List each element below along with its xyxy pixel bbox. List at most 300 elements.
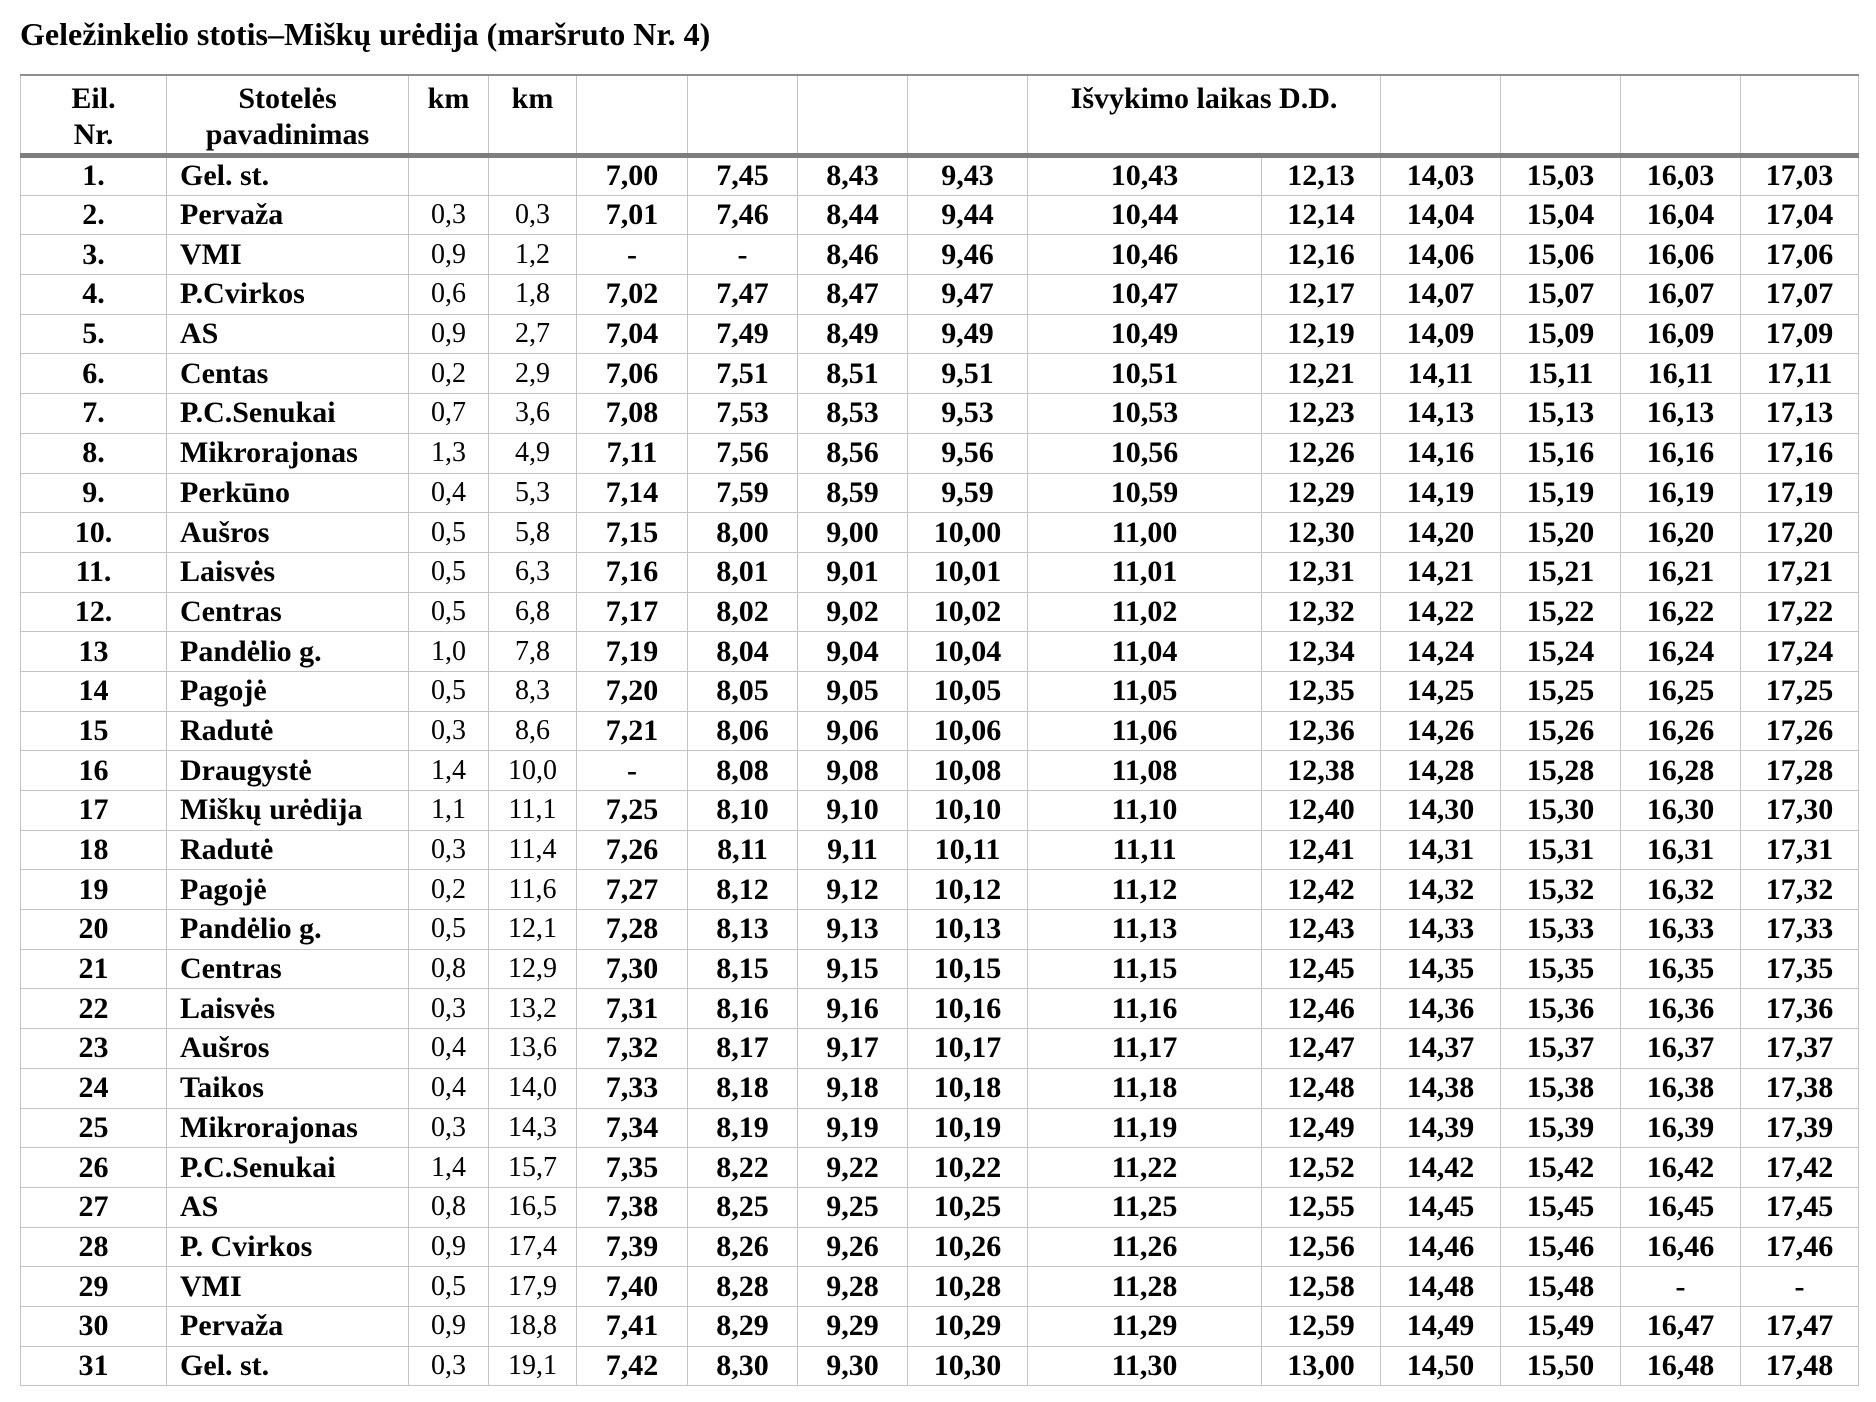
departure-time-cell: 7,53 <box>688 394 798 434</box>
departure-time-cell: 7,32 <box>577 1029 688 1069</box>
stop-name-cell: Laisvės <box>167 989 409 1029</box>
departure-time-cell: 14,20 <box>1381 513 1501 553</box>
departure-time-cell: 16,09 <box>1621 314 1741 354</box>
departure-time-cell: 7,40 <box>577 1267 688 1307</box>
km-total-cell: 12,1 <box>489 910 577 950</box>
departure-time-cell: 11,13 <box>1028 910 1262 950</box>
departure-time-cell: 17,38 <box>1741 1068 1859 1108</box>
row-number-cell: 17 <box>21 791 167 831</box>
departure-time-cell: 12,48 <box>1262 1068 1381 1108</box>
table-row <box>21 1306 1859 1346</box>
departure-time-cell: 8,49 <box>798 314 908 354</box>
departure-time-cell: 7,20 <box>577 671 688 711</box>
departure-time-cell: 16,06 <box>1621 235 1741 275</box>
departure-time-cell: 14,22 <box>1381 592 1501 632</box>
departure-time-cell: 17,13 <box>1741 394 1859 434</box>
departure-time-cell: 16,39 <box>1621 1108 1741 1148</box>
departure-time-cell: 7,00 <box>577 156 688 196</box>
stop-name-cell: Aušros <box>167 513 409 553</box>
departure-time-cell: 8,47 <box>798 275 908 315</box>
header-km-total: km <box>489 75 577 156</box>
km-interval-cell: 0,4 <box>409 473 489 513</box>
row-number-cell: 12. <box>21 592 167 632</box>
departure-time-cell: 11,10 <box>1028 791 1262 831</box>
departure-time-cell: 14,07 <box>1381 275 1501 315</box>
departure-time-cell: 14,26 <box>1381 711 1501 751</box>
header-stop-line2: pavadinimas <box>205 118 370 151</box>
km-total-cell: 4,9 <box>489 433 577 473</box>
departure-time-cell: 15,35 <box>1501 949 1621 989</box>
departure-time-cell: 10,56 <box>1028 433 1262 473</box>
stop-name-cell: Gel. st. <box>167 156 409 196</box>
header-empty-col-6 <box>1501 75 1621 156</box>
departure-time-cell: 11,02 <box>1028 592 1262 632</box>
departure-time-cell: 10,49 <box>1028 314 1262 354</box>
departure-time-cell: 11,08 <box>1028 751 1262 791</box>
departure-time-cell: 15,50 <box>1501 1346 1621 1386</box>
row-number-cell: 3. <box>21 235 167 275</box>
departure-time-cell: 12,32 <box>1262 592 1381 632</box>
departure-time-cell: 7,56 <box>688 433 798 473</box>
departure-time-cell: 14,21 <box>1381 552 1501 592</box>
departure-time-cell: 7,02 <box>577 275 688 315</box>
departure-time-cell: 10,10 <box>908 791 1028 831</box>
header-departure-time: Išvykimo laikas D.D. <box>1028 75 1381 156</box>
table-row <box>21 989 1859 1029</box>
departure-time-cell: 15,09 <box>1501 314 1621 354</box>
departure-time-cell: 9,25 <box>798 1187 908 1227</box>
departure-time-cell: 10,51 <box>1028 354 1262 394</box>
departure-time-cell: 15,13 <box>1501 394 1621 434</box>
departure-time-cell: 12,21 <box>1262 354 1381 394</box>
departure-time-cell: 14,19 <box>1381 473 1501 513</box>
departure-time-cell: 10,44 <box>1028 195 1262 235</box>
departure-time-cell: 9,30 <box>798 1346 908 1386</box>
departure-time-cell: 7,45 <box>688 156 798 196</box>
departure-time-cell: 15,32 <box>1501 870 1621 910</box>
departure-time-cell: 9,10 <box>798 791 908 831</box>
table-row <box>21 552 1859 592</box>
km-total-cell: 13,2 <box>489 989 577 1029</box>
departure-time-cell: 16,42 <box>1621 1148 1741 1188</box>
departure-time-cell: 10,47 <box>1028 275 1262 315</box>
departure-time-cell: 10,53 <box>1028 394 1262 434</box>
departure-time-cell: 14,13 <box>1381 394 1501 434</box>
header-km-interval: km <box>409 75 489 156</box>
departure-time-cell: 10,04 <box>908 632 1028 672</box>
km-total-cell: 10,0 <box>489 751 577 791</box>
departure-time-cell: 17,33 <box>1741 910 1859 950</box>
departure-time-cell: 9,43 <box>908 156 1028 196</box>
km-interval-cell: 0,3 <box>409 195 489 235</box>
table-row <box>21 1068 1859 1108</box>
stop-name-cell: Pandėlio g. <box>167 910 409 950</box>
departure-time-cell: 15,24 <box>1501 632 1621 672</box>
departure-time-cell: 10,11 <box>908 830 1028 870</box>
departure-time-cell: 16,36 <box>1621 989 1741 1029</box>
km-total-cell: 3,6 <box>489 394 577 434</box>
km-interval-cell: 0,8 <box>409 1187 489 1227</box>
departure-time-cell: 8,10 <box>688 791 798 831</box>
departure-time-cell: 15,11 <box>1501 354 1621 394</box>
departure-time-cell: 17,32 <box>1741 870 1859 910</box>
departure-time-cell: 9,11 <box>798 830 908 870</box>
departure-time-cell: 8,43 <box>798 156 908 196</box>
row-number-cell: 21 <box>21 949 167 989</box>
departure-time-cell: 17,35 <box>1741 949 1859 989</box>
departure-time-cell: 17,07 <box>1741 275 1859 315</box>
km-interval-cell: 0,3 <box>409 989 489 1029</box>
table-row <box>21 1227 1859 1267</box>
stop-name-cell: AS <box>167 314 409 354</box>
departure-time-cell: 11,12 <box>1028 870 1262 910</box>
km-interval-cell: 1,0 <box>409 632 489 672</box>
departure-time-cell: 7,35 <box>577 1148 688 1188</box>
stop-name-cell: Centras <box>167 949 409 989</box>
departure-time-cell: 7,38 <box>577 1187 688 1227</box>
departure-time-cell: 12,19 <box>1262 314 1381 354</box>
km-total-cell: 17,9 <box>489 1267 577 1307</box>
departure-time-cell: 9,16 <box>798 989 908 1029</box>
table-row <box>21 949 1859 989</box>
departure-time-cell: 17,46 <box>1741 1227 1859 1267</box>
departure-time-cell: 9,28 <box>798 1267 908 1307</box>
departure-time-cell: 12,45 <box>1262 949 1381 989</box>
departure-time-cell: 16,45 <box>1621 1187 1741 1227</box>
row-number-cell: 23 <box>21 1029 167 1069</box>
departure-time-cell: 15,38 <box>1501 1068 1621 1108</box>
departure-time-cell: 15,36 <box>1501 989 1621 1029</box>
departure-time-cell: 12,16 <box>1262 235 1381 275</box>
departure-time-cell: 8,11 <box>688 830 798 870</box>
departure-time-cell: 17,45 <box>1741 1187 1859 1227</box>
departure-time-cell: 16,03 <box>1621 156 1741 196</box>
stop-name-cell: Pervaža <box>167 195 409 235</box>
departure-time-cell: 9,49 <box>908 314 1028 354</box>
departure-time-cell: 12,31 <box>1262 552 1381 592</box>
departure-time-cell: 12,36 <box>1262 711 1381 751</box>
departure-time-cell: 8,19 <box>688 1108 798 1148</box>
stop-name-cell: P.C.Senukai <box>167 1148 409 1188</box>
departure-time-cell: 15,48 <box>1501 1267 1621 1307</box>
km-interval-cell: 0,2 <box>409 870 489 910</box>
km-interval-cell: 0,5 <box>409 592 489 632</box>
km-interval-cell: 1,4 <box>409 751 489 791</box>
km-total-cell: 13,6 <box>489 1029 577 1069</box>
km-total-cell: 2,7 <box>489 314 577 354</box>
departure-time-cell: 14,45 <box>1381 1187 1501 1227</box>
table-row <box>21 711 1859 751</box>
departure-time-cell: 16,16 <box>1621 433 1741 473</box>
departure-time-cell: 8,17 <box>688 1029 798 1069</box>
departure-time-cell: 15,22 <box>1501 592 1621 632</box>
km-interval-cell: 0,9 <box>409 1306 489 1346</box>
departure-time-cell: 13,00 <box>1262 1346 1381 1386</box>
page-title: Geležinkelio stotis–Miškų urėdija (maršruto Nr. 4) <box>20 16 711 52</box>
row-number-cell: 27 <box>21 1187 167 1227</box>
departure-time-cell: 11,28 <box>1028 1267 1262 1307</box>
departure-time-cell: 12,46 <box>1262 989 1381 1029</box>
header-eil-line2: Nr. <box>73 118 114 151</box>
departure-time-cell: 16,20 <box>1621 513 1741 553</box>
departure-time-cell: 9,08 <box>798 751 908 791</box>
row-number-cell: 13 <box>21 632 167 672</box>
km-interval-cell: 0,6 <box>409 275 489 315</box>
table-row <box>21 1108 1859 1148</box>
stop-name-cell: Radutė <box>167 711 409 751</box>
stop-name-cell: Draugystė <box>167 751 409 791</box>
departure-time-cell: 7,25 <box>577 791 688 831</box>
km-total-cell: 11,1 <box>489 791 577 831</box>
table-row <box>21 1029 1859 1069</box>
departure-time-cell: 12,55 <box>1262 1187 1381 1227</box>
table-row <box>21 473 1859 513</box>
table-row <box>21 354 1859 394</box>
departure-time-cell: 17,22 <box>1741 592 1859 632</box>
header-empty-col-8 <box>1741 75 1859 156</box>
departure-time-cell: 8,01 <box>688 552 798 592</box>
departure-time-cell: 9,59 <box>908 473 1028 513</box>
departure-time-cell: 7,51 <box>688 354 798 394</box>
departure-time-cell: 9,46 <box>908 235 1028 275</box>
departure-time-cell: 12,38 <box>1262 751 1381 791</box>
departure-time-cell: 14,04 <box>1381 195 1501 235</box>
departure-time-cell: 8,51 <box>798 354 908 394</box>
km-total-cell <box>489 156 577 196</box>
departure-time-cell: 7,31 <box>577 989 688 1029</box>
departure-time-cell: 7,42 <box>577 1346 688 1386</box>
km-interval-cell <box>409 156 489 196</box>
row-number-cell: 31 <box>21 1346 167 1386</box>
departure-time-cell: 11,15 <box>1028 949 1262 989</box>
departure-time-cell: 12,42 <box>1262 870 1381 910</box>
row-number-cell: 29 <box>21 1267 167 1307</box>
departure-time-cell: 8,22 <box>688 1148 798 1188</box>
departure-time-cell: 15,16 <box>1501 433 1621 473</box>
departure-time-cell: 15,19 <box>1501 473 1621 513</box>
departure-time-cell: 16,46 <box>1621 1227 1741 1267</box>
row-number-cell: 8. <box>21 433 167 473</box>
table-row <box>21 1346 1859 1386</box>
km-interval-cell: 0,3 <box>409 1346 489 1386</box>
km-interval-cell: 0,2 <box>409 354 489 394</box>
departure-time-cell: 10,01 <box>908 552 1028 592</box>
departure-time-cell: 8,25 <box>688 1187 798 1227</box>
stop-name-cell: Mikrorajonas <box>167 1108 409 1148</box>
stop-name-cell: VMI <box>167 1267 409 1307</box>
km-total-cell: 14,3 <box>489 1108 577 1148</box>
departure-time-cell: 14,30 <box>1381 791 1501 831</box>
row-number-cell: 5. <box>21 314 167 354</box>
departure-time-cell: 11,17 <box>1028 1029 1262 1069</box>
departure-time-cell: 8,56 <box>798 433 908 473</box>
departure-time-cell: 15,20 <box>1501 513 1621 553</box>
row-number-cell: 11. <box>21 552 167 592</box>
departure-time-cell: 8,29 <box>688 1306 798 1346</box>
departure-time-cell: 16,21 <box>1621 552 1741 592</box>
departure-time-cell: 7,28 <box>577 910 688 950</box>
departure-time-cell: 17,24 <box>1741 632 1859 672</box>
departure-time-cell: 7,11 <box>577 433 688 473</box>
km-total-cell: 11,6 <box>489 870 577 910</box>
stop-name-cell: Pagojė <box>167 870 409 910</box>
departure-time-cell: 15,42 <box>1501 1148 1621 1188</box>
km-interval-cell: 0,4 <box>409 1068 489 1108</box>
km-total-cell: 6,8 <box>489 592 577 632</box>
departure-time-cell: 14,24 <box>1381 632 1501 672</box>
departure-time-cell: 7,26 <box>577 830 688 870</box>
row-number-cell: 15 <box>21 711 167 751</box>
departure-time-cell: 16,31 <box>1621 830 1741 870</box>
departure-time-cell: 14,42 <box>1381 1148 1501 1188</box>
stop-name-cell: Taikos <box>167 1068 409 1108</box>
departure-time-cell: 10,05 <box>908 671 1028 711</box>
departure-time-cell: 14,25 <box>1381 671 1501 711</box>
km-total-cell: 14,0 <box>489 1068 577 1108</box>
km-total-cell: 18,8 <box>489 1306 577 1346</box>
departure-time-cell: 8,04 <box>688 632 798 672</box>
departure-time-cell: 8,44 <box>798 195 908 235</box>
departure-time-cell: 9,51 <box>908 354 1028 394</box>
header-empty-col-7 <box>1621 75 1741 156</box>
departure-time-cell: 14,28 <box>1381 751 1501 791</box>
row-number-cell: 16 <box>21 751 167 791</box>
departure-time-cell: 16,37 <box>1621 1029 1741 1069</box>
km-total-cell: 16,5 <box>489 1187 577 1227</box>
table-row <box>21 791 1859 831</box>
departure-time-cell: 10,08 <box>908 751 1028 791</box>
departure-time-cell: 7,49 <box>688 314 798 354</box>
departure-time-cell: 11,19 <box>1028 1108 1262 1148</box>
departure-time-cell: 9,47 <box>908 275 1028 315</box>
departure-time-cell: 10,15 <box>908 949 1028 989</box>
departure-time-cell: 7,30 <box>577 949 688 989</box>
km-interval-cell: 1,1 <box>409 791 489 831</box>
km-interval-cell: 0,9 <box>409 314 489 354</box>
departure-time-cell: 10,19 <box>908 1108 1028 1148</box>
stop-name-cell: Aušros <box>167 1029 409 1069</box>
departure-time-cell: 11,16 <box>1028 989 1262 1029</box>
header-eil-nr <box>21 75 167 156</box>
departure-time-cell: 17,39 <box>1741 1108 1859 1148</box>
table-row <box>21 394 1859 434</box>
departure-time-cell: 16,33 <box>1621 910 1741 950</box>
km-interval-cell: 0,4 <box>409 1029 489 1069</box>
departure-time-cell: 14,32 <box>1381 870 1501 910</box>
departure-time-cell: 7,16 <box>577 552 688 592</box>
km-total-cell: 5,3 <box>489 473 577 513</box>
departure-time-cell: 7,33 <box>577 1068 688 1108</box>
departure-time-cell: 14,50 <box>1381 1346 1501 1386</box>
departure-time-cell: 17,25 <box>1741 671 1859 711</box>
departure-time-cell: 9,19 <box>798 1108 908 1148</box>
departure-time-cell: 12,43 <box>1262 910 1381 950</box>
header-row <box>21 75 1859 156</box>
km-interval-cell: 0,7 <box>409 394 489 434</box>
departure-time-cell: 14,31 <box>1381 830 1501 870</box>
km-interval-cell: 0,5 <box>409 910 489 950</box>
km-interval-cell: 0,5 <box>409 552 489 592</box>
departure-time-cell: 14,03 <box>1381 156 1501 196</box>
header-stop-line1: Stotelės <box>238 82 337 115</box>
departure-time-cell: 16,26 <box>1621 711 1741 751</box>
departure-time-cell: 15,26 <box>1501 711 1621 751</box>
departure-time-cell: 16,38 <box>1621 1068 1741 1108</box>
departure-time-cell: 17,47 <box>1741 1306 1859 1346</box>
departure-time-cell: 7,17 <box>577 592 688 632</box>
departure-time-cell: 9,06 <box>798 711 908 751</box>
departure-time-cell: 7,06 <box>577 354 688 394</box>
departure-time-cell: 17,30 <box>1741 791 1859 831</box>
departure-time-cell: 8,00 <box>688 513 798 553</box>
km-total-cell: 6,3 <box>489 552 577 592</box>
departure-time-cell: 12,14 <box>1262 195 1381 235</box>
table-row <box>21 275 1859 315</box>
table-row <box>21 592 1859 632</box>
departure-time-cell: 9,01 <box>798 552 908 592</box>
departure-time-cell: 16,24 <box>1621 632 1741 672</box>
stop-name-cell: P. Cvirkos <box>167 1227 409 1267</box>
departure-time-cell: 10,22 <box>908 1148 1028 1188</box>
departure-time-cell: 16,11 <box>1621 354 1741 394</box>
departure-time-cell: 8,13 <box>688 910 798 950</box>
departure-time-cell: 12,47 <box>1262 1029 1381 1069</box>
departure-time-cell: 7,59 <box>688 473 798 513</box>
departure-time-cell: 12,52 <box>1262 1148 1381 1188</box>
departure-time-cell: 14,33 <box>1381 910 1501 950</box>
row-number-cell: 22 <box>21 989 167 1029</box>
stop-name-cell: Centas <box>167 354 409 394</box>
header-empty-col-3 <box>798 75 908 156</box>
departure-time-cell: 10,16 <box>908 989 1028 1029</box>
stop-name-cell: P.C.Senukai <box>167 394 409 434</box>
departure-time-cell: 10,02 <box>908 592 1028 632</box>
departure-time-cell: 17,19 <box>1741 473 1859 513</box>
stop-name-cell: Pandėlio g. <box>167 632 409 672</box>
departure-time-cell: 9,22 <box>798 1148 908 1188</box>
stop-name-cell: Centras <box>167 592 409 632</box>
departure-time-cell: 9,00 <box>798 513 908 553</box>
row-number-cell: 4. <box>21 275 167 315</box>
table-row <box>21 195 1859 235</box>
departure-time-cell: 17,21 <box>1741 552 1859 592</box>
km-interval-cell: 0,3 <box>409 711 489 751</box>
row-number-cell: 24 <box>21 1068 167 1108</box>
departure-time-cell: 9,29 <box>798 1306 908 1346</box>
departure-time-cell: 17,06 <box>1741 235 1859 275</box>
stop-name-cell: P.Cvirkos <box>167 275 409 315</box>
departure-time-cell: 11,11 <box>1028 830 1262 870</box>
departure-time-cell: 9,15 <box>798 949 908 989</box>
departure-time-cell: 16,48 <box>1621 1346 1741 1386</box>
departure-time-cell: - <box>688 235 798 275</box>
departure-time-cell: 14,46 <box>1381 1227 1501 1267</box>
departure-time-cell: 8,12 <box>688 870 798 910</box>
departure-time-cell: - <box>577 235 688 275</box>
departure-time-cell: 12,23 <box>1262 394 1381 434</box>
km-total-cell: 19,1 <box>489 1346 577 1386</box>
row-number-cell: 10. <box>21 513 167 553</box>
departure-time-cell: 7,19 <box>577 632 688 672</box>
departure-time-cell: 14,06 <box>1381 235 1501 275</box>
row-number-cell: 2. <box>21 195 167 235</box>
departure-time-cell: 8,15 <box>688 949 798 989</box>
row-number-cell: 19 <box>21 870 167 910</box>
departure-time-cell: 12,56 <box>1262 1227 1381 1267</box>
departure-time-cell: 15,45 <box>1501 1187 1621 1227</box>
km-total-cell: 1,2 <box>489 235 577 275</box>
departure-time-cell: 9,18 <box>798 1068 908 1108</box>
